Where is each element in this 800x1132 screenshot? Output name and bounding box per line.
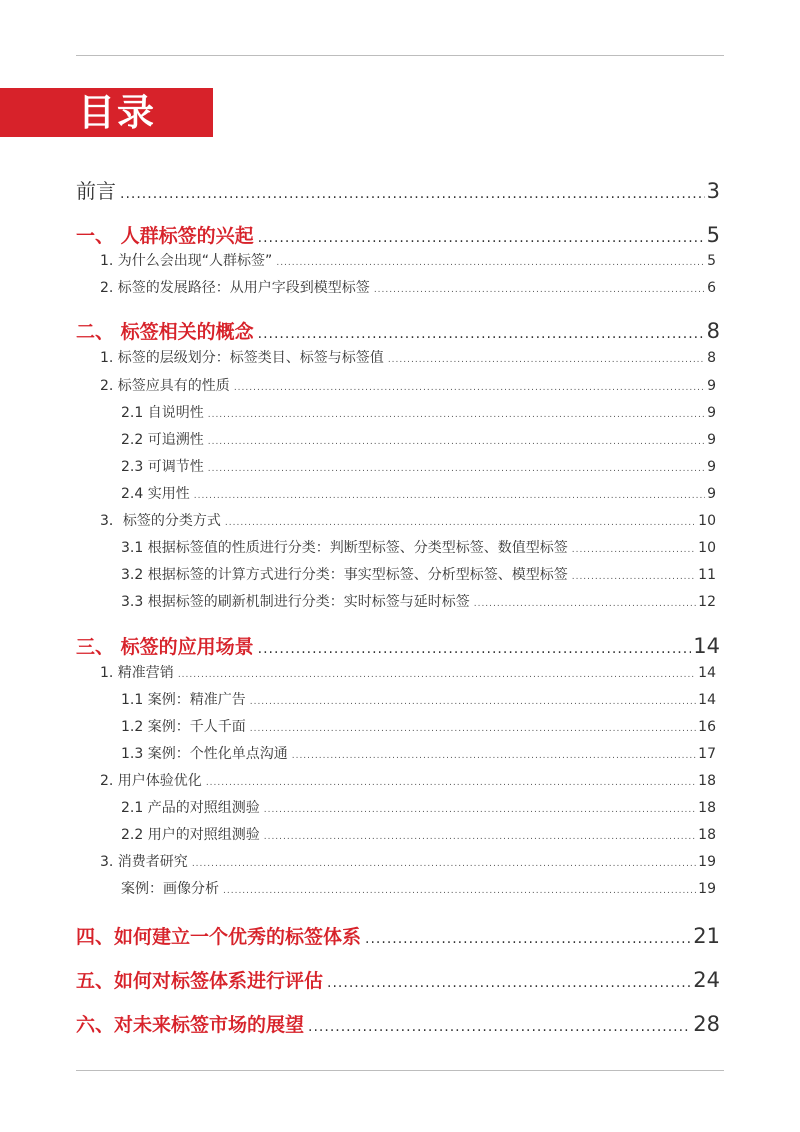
toc-entry-page-number: 8: [706, 319, 720, 343]
toc-entry[interactable]: [121, 402, 716, 422]
toc-dot-leader: [258, 641, 692, 657]
bottom-divider: [76, 1070, 724, 1071]
toc-entry[interactable]: [76, 175, 720, 204]
toc-dot-leader: [258, 326, 705, 342]
toc-entry-label: 3.1 根据标签值的性质进行分类：判断型标签、分类型标签、数值型标签: [121, 540, 568, 556]
toc-entry-label: 五、如何对标签体系进行评估: [76, 970, 324, 992]
toc-entry-label: 2. 标签应具有的性质: [100, 378, 230, 394]
toc-entry-label: 2. 用户体验优化: [100, 773, 202, 789]
toc-entry-page-number: 10: [698, 540, 716, 556]
toc-entry-label: 2.1 产品的对照组测验: [121, 800, 260, 816]
toc-dot-leader: [327, 975, 691, 991]
toc-entry-page-number: 18: [698, 827, 716, 843]
toc-dot-leader: [120, 186, 705, 202]
toc-dot-leader: [208, 437, 705, 447]
toc-entry-label: 2.4 实用性: [121, 486, 190, 502]
toc-dot-leader: [572, 572, 696, 582]
toc-entry[interactable]: [100, 250, 716, 270]
toc-entry-label: 1.2 案例：千人千面: [121, 719, 246, 735]
toc-entry-label: 六、对未来标签市场的展望: [76, 1014, 305, 1036]
toc-dot-leader: [225, 518, 696, 528]
toc-dot-leader: [250, 697, 696, 707]
toc-entry-page-number: 18: [698, 800, 716, 816]
toc-entry-page-number: 9: [707, 378, 716, 394]
toc-dot-leader: [208, 410, 705, 420]
toc-entry[interactable]: [121, 824, 716, 844]
toc-entry-label: 四、如何建立一个优秀的标签体系: [76, 926, 362, 948]
toc-entry[interactable]: [76, 966, 720, 993]
toc-entry-page-number: 6: [707, 280, 716, 296]
toc-entry-label: 3.3 根据标签的刷新机制进行分类：实时标签与延时标签: [121, 594, 470, 610]
toc-entry-page-number: 19: [698, 881, 716, 897]
toc-entry[interactable]: [100, 277, 716, 297]
toc-entry[interactable]: [100, 662, 716, 682]
toc-entry-page-number: 9: [707, 432, 716, 448]
toc-entry-label: 3. 消费者研究: [100, 854, 188, 870]
toc-dot-leader: [208, 464, 705, 474]
toc-dot-leader: [388, 355, 705, 365]
toc-entry[interactable]: [121, 537, 716, 557]
toc-entry[interactable]: [121, 483, 716, 503]
toc-entry[interactable]: [100, 851, 716, 871]
toc-entry-page-number: 3: [706, 179, 720, 203]
toc-dot-leader: [223, 886, 696, 896]
toc-entry-label: 1.1 案例：精准广告: [121, 692, 246, 708]
toc-entry[interactable]: [121, 429, 716, 449]
toc-dot-leader: [572, 545, 696, 555]
toc-entry-label: 前言: [76, 179, 116, 203]
toc-entry-label: 二、 标签相关的概念: [76, 321, 254, 343]
toc-entry-page-number: 9: [707, 405, 716, 421]
toc-dot-leader: [250, 724, 696, 734]
toc-entry[interactable]: [100, 347, 716, 367]
toc-entry[interactable]: [121, 878, 716, 898]
toc-dot-leader: [474, 599, 696, 609]
toc-entry-page-number: 11: [698, 567, 716, 583]
toc-dot-leader: [292, 751, 696, 761]
toc-entry[interactable]: [76, 317, 720, 344]
toc-entry-page-number: 5: [707, 253, 716, 269]
toc-entry-label: 2.1 自说明性: [121, 405, 204, 421]
toc-entry-page-number: 19: [698, 854, 716, 870]
toc-entry[interactable]: [121, 743, 716, 763]
toc-entry-label: 1. 精准营销: [100, 665, 174, 681]
toc-title: 目录: [78, 91, 156, 134]
toc-entry-label: 2.2 可追溯性: [121, 432, 204, 448]
toc-dot-leader: [258, 230, 705, 246]
toc-entry[interactable]: [121, 456, 716, 476]
toc-entry-page-number: 16: [698, 719, 716, 735]
toc-entry-label: 1. 标签的层级划分：标签类目、标签与标签值: [100, 350, 384, 366]
toc-entry[interactable]: [100, 510, 716, 530]
toc-entry[interactable]: [76, 221, 720, 248]
toc-entry[interactable]: [76, 1010, 720, 1037]
toc-entry-page-number: 24: [693, 968, 720, 992]
toc-entry-label: 3.2 根据标签的计算方式进行分类：事实型标签、分析型标签、模型标签: [121, 567, 568, 583]
toc-dot-leader: [374, 285, 705, 295]
toc-entry-page-number: 12: [698, 594, 716, 610]
toc-entry[interactable]: [121, 689, 716, 709]
toc-dot-leader: [192, 859, 696, 869]
toc-entry-page-number: 14: [698, 692, 716, 708]
toc-entry-page-number: 14: [693, 634, 720, 658]
toc-entry-page-number: 28: [693, 1012, 720, 1036]
toc-entry[interactable]: [121, 797, 716, 817]
top-divider: [76, 55, 724, 56]
toc-entry-label: 3．标签的分类方式: [100, 513, 221, 529]
toc-entry[interactable]: [76, 922, 720, 949]
toc-entry-page-number: 5: [706, 223, 720, 247]
toc-dot-leader: [276, 258, 705, 268]
toc-entry-label: 案例：画像分析: [121, 881, 219, 897]
toc-dot-leader: [206, 778, 696, 788]
toc-entry-page-number: 9: [707, 459, 716, 475]
toc-entry-page-number: 10: [698, 513, 716, 529]
toc-entry-label: 2. 标签的发展路径：从用户字段到模型标签: [100, 280, 370, 296]
toc-entry[interactable]: [76, 632, 720, 659]
toc-entry-page-number: 9: [707, 486, 716, 502]
toc-entry[interactable]: [100, 770, 716, 790]
toc-dot-leader: [308, 1019, 691, 1035]
toc-entry[interactable]: [121, 564, 716, 584]
toc-dot-leader: [234, 383, 705, 393]
toc-dot-leader: [264, 805, 696, 815]
toc-dot-leader: [365, 931, 691, 947]
toc-entry-page-number: 21: [693, 924, 720, 948]
toc-entry-label: 三、 标签的应用场景: [76, 636, 254, 658]
toc-entry-page-number: 18: [698, 773, 716, 789]
toc-entry-label: 1. 为什么会出现“人群标签”: [100, 253, 273, 269]
toc-entry-label: 一、 人群标签的兴起: [76, 225, 254, 247]
toc-entry-page-number: 17: [698, 746, 716, 762]
toc-dot-leader: [194, 491, 705, 501]
toc-entry-page-number: 14: [698, 665, 716, 681]
toc-entry-label: 2.2 用户的对照组测验: [121, 827, 260, 843]
toc-dot-leader: [178, 670, 696, 680]
toc-dot-leader: [264, 832, 696, 842]
toc-entry-page-number: 8: [707, 350, 716, 366]
toc-entry-label: 2.3 可调节性: [121, 459, 204, 475]
toc-entry[interactable]: [100, 375, 716, 395]
toc-entry-label: 1.3 案例：个性化单点沟通: [121, 746, 288, 762]
toc-entry[interactable]: [121, 591, 716, 611]
toc-entry[interactable]: [121, 716, 716, 736]
